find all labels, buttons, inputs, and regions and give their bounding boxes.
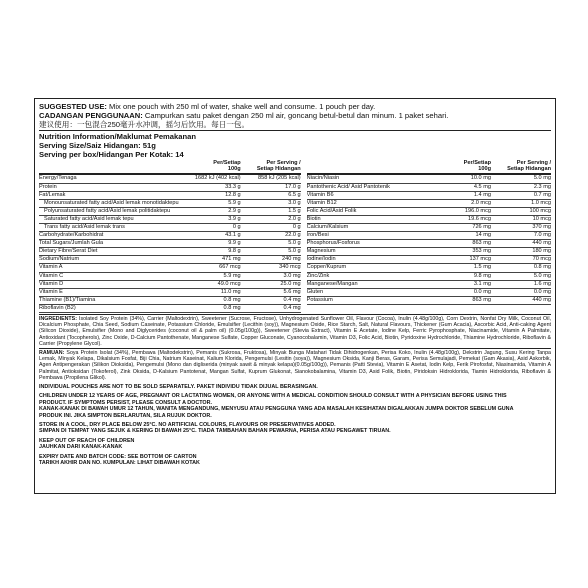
nutrition-row — [307, 264, 551, 272]
nutrition-cell: 180 mg — [532, 248, 551, 255]
notice-line: EXPIRY DATE AND BATCH CODE: SEE BOTTOM OF CARTON — [39, 453, 197, 460]
cadangan-penggunaan: CADANGAN PENGGUNAAN: Campurkan satu paket dengan 250 ml air, goncang betul-betul dan minum. 1 paket sehari. — [39, 111, 449, 120]
nutrition-cell: 1.5 mg — [473, 264, 491, 271]
notice-line: SIMPAN DI TEMPAT YANG SEJUK & KERING DI BAWAH 25°C. TIADA TAMBAHAN BAHAN PEWARNA, PERISA ATAU PENGAWET TIRUAN. — [39, 428, 391, 435]
nutrition-row — [307, 289, 551, 297]
nutrition-cell: Vitamin E — [39, 288, 63, 295]
nutrition-row — [307, 184, 551, 192]
nutrition-cell: Sodium/Natrium — [39, 256, 80, 263]
nutrition-cell: Potassium — [306, 296, 333, 303]
divider — [39, 348, 551, 349]
nutrition-cell: 6.5 g — [288, 191, 301, 198]
nutrition-cell: Phosphorus/Fosforus — [306, 240, 360, 247]
nutrition-row — [307, 273, 551, 281]
nutrition-cell: 2.0 g — [288, 215, 301, 222]
nutrition-row — [307, 232, 551, 240]
nutrition-cell: Zinc/Zink — [306, 272, 330, 279]
nutrition-cell: 440 mg — [532, 296, 551, 303]
nutrition-row — [39, 281, 301, 289]
notice-line: STORE IN A COOL, DRY PLACE BELOW 25°C. NO ARTIFICIAL COLOURS, FLAVOURS OR PRESERVATIVES ADDED. — [39, 422, 336, 429]
nutrition-row — [307, 200, 551, 208]
nutrition-cell: Carbohydrate/Karbohidrat — [39, 232, 104, 239]
nutrition-cell: 0.8 mg — [533, 264, 551, 271]
nutrition-cell: 0.8 mg — [223, 296, 241, 303]
nutrition-cell: 33.3 g — [225, 183, 241, 190]
notice-line: CHILDREN UNDER 12 YEARS OF AGE, PREGNANT OR LACTATING WOMEN, OR ANYONE WITH A MEDICAL CONDITION SHOULD CONSULT WITH A PHYSICIAN BEFORE USING THIS — [39, 393, 507, 400]
nutrition-cell: 19.6 mcg — [467, 215, 491, 222]
nutrition-cell: Thiamine (B1)/Tiamina — [39, 296, 96, 303]
nutrition-row — [39, 200, 301, 208]
nutrition-column-left — [39, 160, 301, 313]
nutrition-row — [307, 192, 551, 200]
nutrition-cell: Total Sugars/Jumlah Gula — [39, 240, 104, 247]
nutrition-cell: 863 mg — [472, 296, 491, 303]
nutrition-cell: 0.4 mg — [283, 296, 301, 303]
nutrition-cell: 9.8 mg — [473, 272, 491, 279]
nutrition-cell: Riboflavin (B2) — [39, 304, 76, 311]
nutrition-cell: 25.0 mg — [280, 280, 301, 287]
nutrition-cell: 726 mg — [472, 223, 491, 230]
nutrition-cell: 5.9 mg — [223, 272, 241, 279]
nutrition-row — [307, 281, 551, 289]
nutrition-table — [39, 160, 551, 313]
nutrition-row — [307, 216, 551, 224]
notice-line: KANAK-KANAK DI BAWAH UMUR 12 TAHUN, WANITA MENGANDUNG, MENYUSU ATAU PENGGUNA YANG ADA MASALAH KESIHATAN DIGALAKKAN JUMPA DOKTOR SEBELUM GUNA — [39, 406, 514, 413]
nutrition-cell: 0.7 mg — [533, 191, 551, 198]
nutrition-column-right — [307, 160, 551, 313]
nutrition-row — [39, 224, 301, 232]
nutrition-header: Per/Setiap 100g Per Serving / Setiap Hidangan — [307, 160, 551, 175]
nutrition-cell: 4.5 mg — [473, 183, 491, 190]
nutrition-cell: 5.0 g — [288, 240, 301, 247]
nutrition-row — [307, 208, 551, 216]
nutrition-row — [307, 297, 551, 305]
nutrition-cell: 2.3 mg — [533, 183, 551, 190]
nutrition-cell: 7.0 mg — [533, 232, 551, 239]
nutrition-cell: Iron/Besi — [306, 232, 329, 239]
nutrition-cell: 1.6 mg — [533, 280, 551, 287]
nutrition-row — [39, 248, 301, 256]
nutrition-cell: 17.0 g — [285, 183, 301, 190]
nutrition-row — [39, 289, 301, 297]
nutrition-row — [39, 232, 301, 240]
nutrition-cell: Copper/Kuprum — [306, 264, 347, 271]
divider — [39, 314, 551, 315]
nutrition-header: Per/Setiap 100g Per Serving / Setiap Hidangan — [39, 160, 301, 175]
nutrition-cell: 2.0 mcg — [471, 199, 491, 206]
nutrition-cell: 49.0 mcg — [217, 280, 241, 287]
nutrition-cell: 3.1 mg — [473, 280, 491, 287]
nutrition-cell: Magnesium — [306, 248, 336, 255]
nutrition-row — [39, 192, 301, 200]
notice-line: INDIVIDUAL POUCHES ARE NOT TO BE SOLD SEPARATELY. PAKET INDIVIDU TIDAK DIJUAL BERASINGAN. — [39, 384, 318, 391]
suggested-use: SUGGESTED USE: Mix one pouch with 250 ml of water, shake well and consume. 1 pouch per day. — [39, 102, 376, 111]
nutrition-cell: 100 mcg — [529, 207, 551, 214]
nutrition-row — [39, 175, 301, 183]
nutrition-cell: 10 mcg — [532, 215, 551, 222]
nutrition-cell: 440 mg — [532, 240, 551, 247]
nutrition-cell: 0.8 mg — [223, 304, 241, 311]
nutrition-cell: Saturated fatty acid/Asid lemak tepu — [44, 215, 134, 222]
nutrition-cell: Folic Acid/Asid Folik — [306, 207, 357, 214]
nutrition-cell: 667 mcg — [219, 264, 241, 271]
nutrition-cell: Gluten — [306, 288, 324, 295]
nutrition-cell: Polyunsaturated fatty acid/Asid lemak politidaktepu — [44, 207, 171, 214]
notice-line: TARIKH AKHIR DAN NO. KUMPULAN: LIHAT DIBAWAH KOTAK — [39, 460, 200, 467]
nutrition-row — [307, 256, 551, 264]
nutrition-cell: 353 mg — [472, 248, 491, 255]
nutrition-cell: 43.1 g — [225, 232, 241, 239]
nutrition-cell: Protein — [39, 183, 57, 190]
nutrition-row — [39, 184, 301, 192]
nutrition-row — [39, 208, 301, 216]
nutrition-cell: 3.9 g — [228, 215, 241, 222]
nutrition-cell: Vitamin C — [39, 272, 64, 279]
nutrition-cell: 0 g — [292, 223, 301, 230]
nutrition-cell: 1682 kJ (402 kcal) — [194, 175, 241, 182]
nutrition-cell: 5.6 mg — [283, 288, 301, 295]
nutrition-cell: 10.0 mg — [470, 175, 491, 182]
ramuan: RAMUAN: Soya Protein Isolat (34%), Pembawa (Maltodekstrin), Pemanis (Sukrosa, Fruktosa), Minyak Bunga Matahari Tidak Dihidrogenkan, Perisa Koko, Inulin (4.48g/100g), Dekstrin Jagung, Susu Kering Tanpa Lemak, Minyak Kelapa, Dikalsium Fosfat, Biji Chia, Natrium Kaseinat, Kalium Klorida, Pengemulsi (Lesitin (soya)), Magnesium Oksida, Kanji Beras, Garam, Perisa Semulajadi, Pemekat (Gam Akasia), Asid Askorbik, Agen Antipengerakan (Silikon Dioksida), Pengemulsi (Mono dan digliserida (minyak sawit & minyak kelapa)(0.05g/100g)), Pemanis (Patti Stevia), Vitamin E Asetat, Iodin Kelp, Ferik Pirofosfat, Niasinamida, Vitamin A Palmitat, Antioksidan (Tokoferol), Zink Oksida, D-Kalsium Pantotenat, Mangan Sulfat, Kuprum Glukonat, Sianokobalamina, Vitamin D3, Asid Folik, Biotin, Piridoksin Hidroklorida, Tiamin Hidroklorida, Riboflavin & Pembawa (Propilena Glikol). — [39, 350, 551, 381]
nutrition-cell: Fat/Lemak — [39, 191, 66, 198]
nutrition-cell: 137 mcg — [469, 256, 491, 263]
servings-per-box: Serving per box/Hidangan Per Kotak: 14 — [39, 150, 184, 159]
nutrition-cell: 858 kJ (205 kcal) — [258, 175, 301, 182]
nutrition-cell: 12.8 g — [225, 191, 241, 198]
nutrition-cell: 70 mcg — [532, 256, 551, 263]
nutrition-cell: 196.0 mcg — [464, 207, 491, 214]
nutrition-cell: 3.0 mg — [283, 272, 301, 279]
nutrition-cell: 5.0 mg — [533, 175, 551, 182]
nutrition-cell: 5.0 g — [288, 248, 301, 255]
nutrition-row — [39, 240, 301, 248]
nutrition-row — [39, 256, 301, 264]
nutrition-row — [39, 297, 301, 305]
serving-size: Serving Size/Saiz Hidangan: 51g — [39, 141, 156, 150]
nutrition-cell: 240 mg — [281, 256, 301, 263]
nutrition-row — [39, 305, 301, 313]
nutrition-cell: 370 mg — [532, 223, 551, 230]
nutrition-cell: 14 mg — [475, 232, 491, 239]
product-label — [34, 98, 556, 494]
nutrition-cell: 1.0 mcg — [531, 199, 551, 206]
nutrition-cell: Niacin/Niasin — [306, 175, 340, 182]
nutrition-cell: 11.0 mg — [220, 288, 241, 295]
nutrition-row — [307, 224, 551, 232]
nutrition-title: Nutrition Information/Maklumat Pemakanan — [39, 132, 196, 141]
ingredients: INGREDIENTS: Isolated Soy Protein (34%), Carrier (Maltodextrin), Sweetener (Sucrose, Fructose), Unhydrogenated Sunflower Oil, Flavour (Cocoa), Inulin (4.48g/100g), Corn Dextrin, Nonfat Dry Milk, Coconut Oil, Dicalcium Phosphate, Chia Seed, Sodium Caseinate, Potassium Chloride, Emulsifier (Lecithin (soy)), Magnesium Oxide, Rice Starch, Salt, Natural Flavours, Thickener (Gum Acacia), Ascorbic Acid, Anti-caking Agent (Silicon Dioxide), Emulsifier (Mono and Diglycerides (coconut oil & palm oil) (0.05g/100g)), Sweetener (Stevia Extract), Vitamin E Acetate, Iodine Kelp, Ferric Pyrophosphate, Niacinamide, Vitamin A Palmitate, Antioxidant (Tocopherols), Zinc Oxide, D-Calcium Pantothenate, Manganese Sulfate, Copper Gluconate, Cyanocobalamin, Vitamin D3, Folic Acid, Biotin, Pyridoxine Hydrochloride, Thiamine Hydrochloride, Riboflavin & Carrier (Propylene Glycol). — [39, 316, 551, 347]
nutrition-cell: Vitamin B6 — [306, 191, 334, 198]
nutrition-row — [39, 273, 301, 281]
nutrition-cell: Monounsaturated fatty acid/Asid lemak monotidaktepu — [44, 199, 179, 206]
nutrition-cell: 5.0 mg — [533, 272, 551, 279]
nutrition-cell: 0.0 mg — [473, 288, 491, 295]
nutrition-row — [307, 240, 551, 248]
nutrition-cell: 863 mg — [472, 240, 491, 247]
notice-line: JAUHKAN DARI KANAK-KANAK — [39, 444, 123, 451]
nutrition-cell: Pantothenic Acid/ Asid Pantotenik — [306, 183, 390, 190]
nutrition-cell: 2.9 g — [228, 207, 241, 214]
nutrition-cell: 471 mg — [221, 256, 241, 263]
nutrition-cell: 9.8 g — [228, 248, 241, 255]
nutrition-cell: 5.9 g — [228, 199, 241, 206]
divider — [39, 130, 551, 131]
nutrition-cell: Dietary Fibre/Serat Diet — [39, 248, 98, 255]
nutrition-cell: Energy/Tenaga — [39, 175, 77, 182]
notice-line: KEEP OUT OF REACH OF CHILDREN — [39, 437, 135, 444]
nutrition-row — [307, 175, 551, 183]
nutrition-row — [307, 248, 551, 256]
nutrition-cell: Vitamin A — [39, 264, 63, 271]
nutrition-cell: Manganese/Mangan — [306, 280, 358, 287]
nutrition-cell: 22.0 g — [285, 232, 301, 239]
nutrition-cell: 9.9 g — [228, 240, 241, 247]
nutrition-row — [39, 264, 301, 272]
nutrition-cell: Vitamin D — [39, 280, 64, 287]
chinese-usage: 建议使用：一包混合250毫升水冲调，摇匀后饮用。每日一包。 — [39, 120, 250, 129]
nutrition-cell: 3.0 g — [288, 199, 301, 206]
nutrition-cell: Vitamin B12 — [306, 199, 337, 206]
nutrition-row — [39, 216, 301, 224]
nutrition-cell: Calcium/Kalsium — [306, 223, 349, 230]
nutrition-cell: 0.4 mg — [283, 304, 301, 311]
nutrition-cell: 340 mcg — [279, 264, 301, 271]
notice-line: PRODUK INI. JIKA SIMPTON BERLARUTAN, SILA RUJUK DOKTOR. — [39, 412, 212, 419]
nutrition-cell: Biotin — [306, 215, 321, 222]
nutrition-cell: 0 g — [232, 223, 241, 230]
nutrition-cell: 1.4 mg — [473, 191, 491, 198]
nutrition-cell: Trans fatty acid/Asid lemak trans — [44, 223, 125, 230]
nutrition-cell: Iodine/Iodin — [306, 256, 336, 263]
nutrition-cell: 1.5 g — [288, 207, 301, 214]
notice-line: PRODUCT. IF SYMPTOMS PERSIST, PLEASE CONSULT A DOCTOR. — [39, 399, 213, 406]
nutrition-cell: 0.0 mg — [533, 288, 551, 295]
